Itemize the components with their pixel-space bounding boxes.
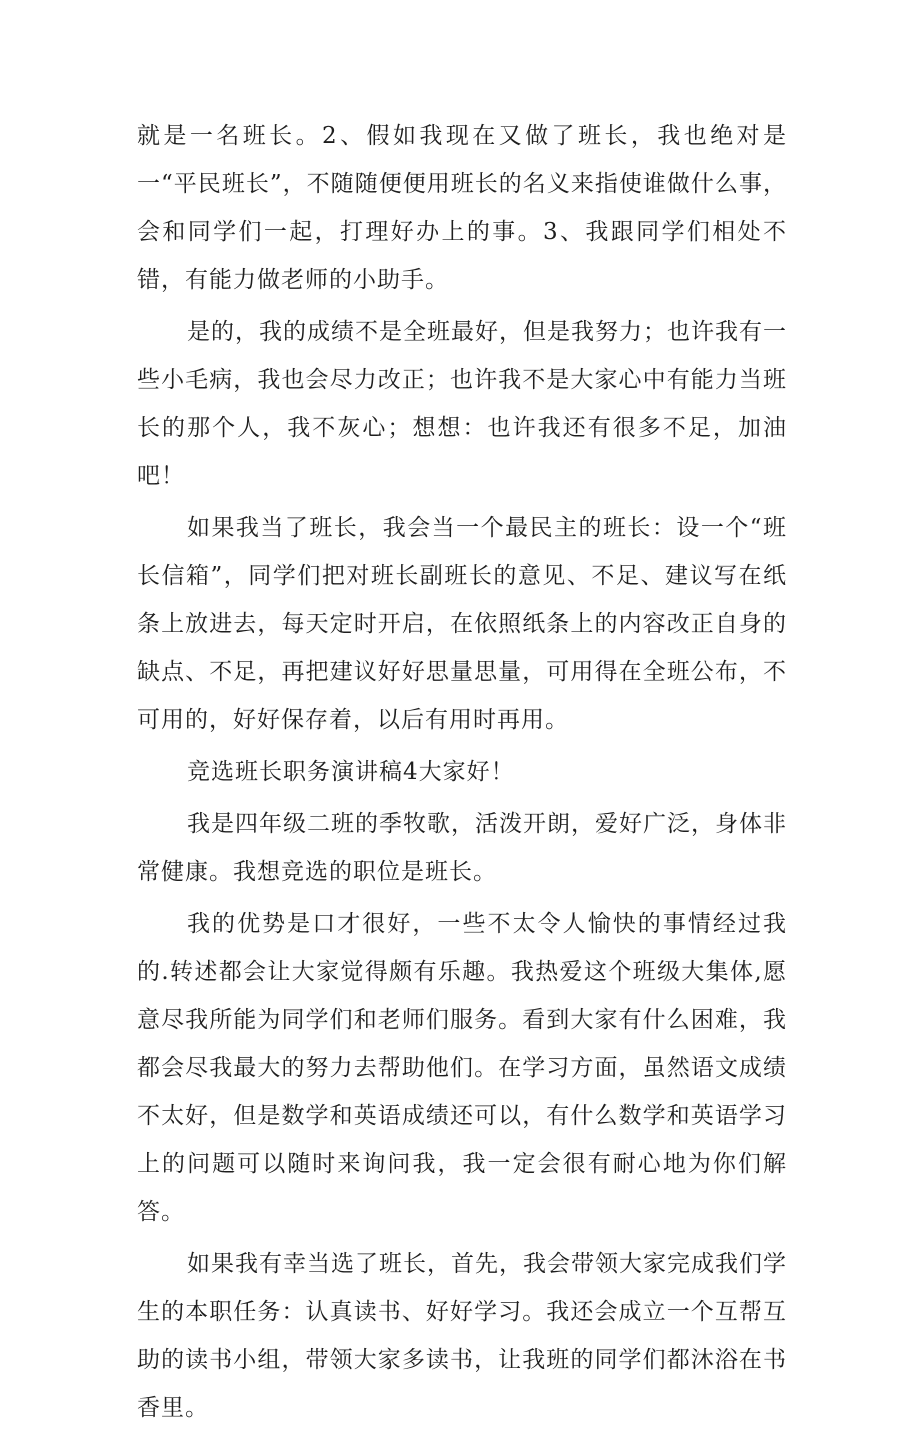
section-heading-speech-4: 竞选班长职务演讲稿4大家好！ bbox=[187, 759, 515, 785]
paragraph-1: 就是一名班长。2、假如我现在又做了班长，我也绝对是一“平民班长”，不随随便便用班长的名义来指使谁做什么事，会和同学们一起，打理好办上的事。3、我跟同学们相处不错，有能力做老师的小助手。 bbox=[137, 123, 787, 293]
paragraph-5: 我是四年级二班的季牧歌，活泼开朗，爱好广泛，身体非常健康。我想竞选的职位是班长。 bbox=[137, 811, 787, 885]
paragraph-2: 是的，我的成绩不是全班最好，但是我努力；也许我有一些小毛病，我也会尽力改正；也许我不是大家心中有能力当班长的那个人，我不灰心；想想：也许我还有很多不足，加油吧！ bbox=[137, 319, 787, 489]
document-body bbox=[137, 112, 787, 1432]
paragraph-7: 如果我有幸当选了班长，首先，我会带领大家完成我们学生的本职任务：认真读书、好好学习。我还会成立一个互帮互助的读书小组，带领大家多读书，让我班的同学们都沐浴在书香里。 bbox=[137, 1251, 787, 1421]
paragraph-3: 如果我当了班长，我会当一个最民主的班长：设一个“班长信箱”，同学们把对班长副班长的意见、不足、建议写在纸条上放进去，每天定时开启，在依照纸条上的内容改正自身的缺点、不足，再把建议好好思量思量，可用得在全班公布，不可用的，好好保存着，以后有用时再用。 bbox=[137, 515, 787, 733]
paragraph-6: 我的优势是口才很好，一些不太令人愉快的事情经过我的.转述都会让大家觉得颇有乐趣。我热爱这个班级大集体,愿意尽我所能为同学们和老师们服务。看到大家有什么困难，我都会尽我最大的努力去帮助他们。在学习方面，虽然语文成绩不太好，但是数学和英语成绩还可以，有什么数学和英语学习上的问题可以随时来询问我，我一定会很有耐心地为你们解答。 bbox=[137, 911, 787, 1225]
